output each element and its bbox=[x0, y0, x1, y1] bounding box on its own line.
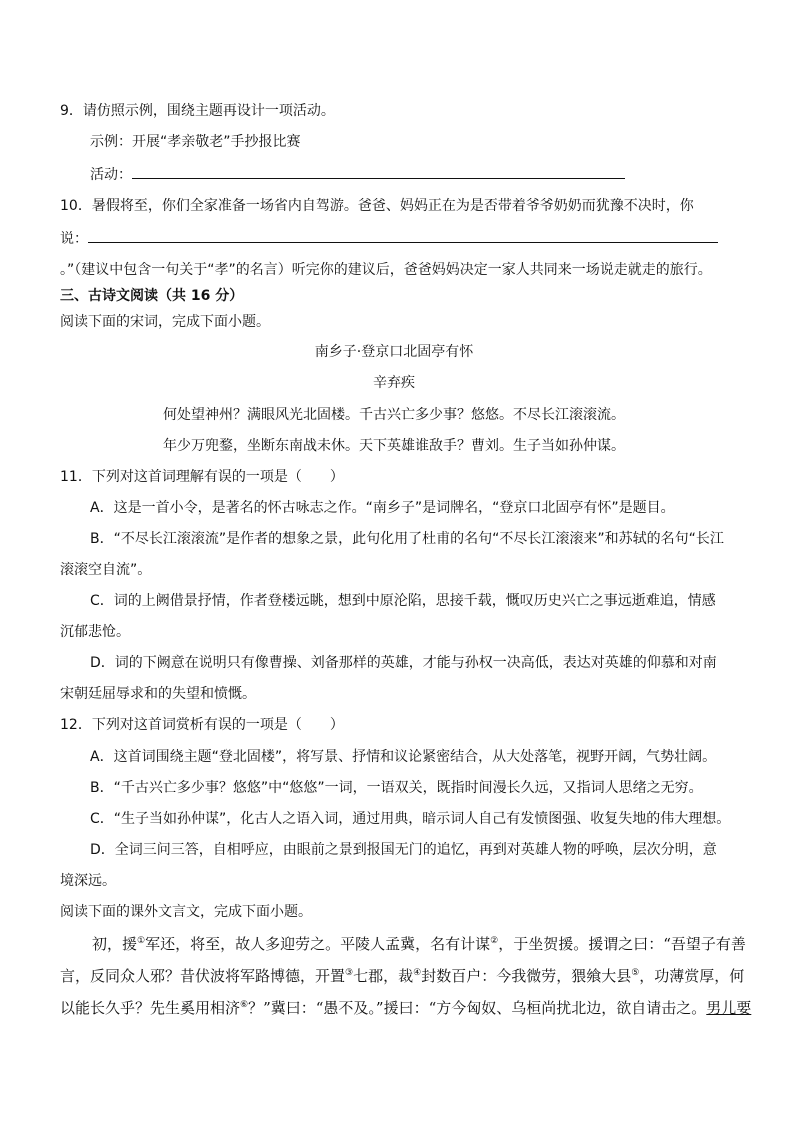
poem-title: 南乡子·登京口北固亭有怀 bbox=[314, 344, 474, 360]
q12-option-a: A．这首词围绕主题“登北固楼”，将写景、抒情和议论紧密结合，从大处落笔，视野开阔，气势壮阔。 bbox=[90, 749, 717, 765]
q10-answer-blank[interactable] bbox=[88, 227, 718, 243]
footnote-marker[interactable]: ② bbox=[490, 936, 499, 946]
passage-text: ，功薄赏厚，何 bbox=[639, 967, 745, 985]
passage-text: 军还，将至，故人多迎劳之。平陵人孟冀，名有计谋 bbox=[145, 935, 491, 953]
passage-text: 以能长久乎？先生奚用相济 bbox=[60, 999, 241, 1017]
footnote-marker[interactable]: ③ bbox=[345, 968, 354, 978]
poem-line-1: 何处望神州？满眼风光北固楼。千古兴亡多少事？悠悠。不尽长江滚滚流。 bbox=[163, 407, 625, 423]
q12-stem: 12．下列对这首词赏析有误的一项是（ ） bbox=[60, 717, 344, 733]
passage-text: 七郡，裁 bbox=[353, 967, 414, 985]
q11-option-b-2: 滚滚空自流”。 bbox=[60, 562, 152, 578]
q12-option-d-2: 境深远。 bbox=[60, 873, 116, 889]
passage-text: ？”冀曰：“愚不及。”援曰：“方今匈奴、乌桓尚扰北边，欲自请击之。 bbox=[248, 999, 707, 1017]
q9-title: 9．请仿照示例，围绕主题再设计一项活动。 bbox=[60, 103, 335, 119]
passage-line-2 bbox=[60, 965, 745, 987]
poem-author: 辛弃疾 bbox=[373, 375, 415, 391]
q9-answer-blank[interactable] bbox=[132, 163, 625, 179]
passage-text: 封数百户：今我微劳，猥飨大县 bbox=[421, 967, 632, 985]
passage-line-3 bbox=[60, 997, 752, 1019]
section3-intro: 阅读下面的宋词，完成下面小题。 bbox=[60, 314, 270, 330]
passage-text: 言，反同众人邪？昔伏波将军路博德，开置 bbox=[60, 967, 346, 985]
q10-say-row bbox=[60, 227, 728, 250]
passage-intro: 阅读下面的课外文言文，完成下面小题。 bbox=[60, 904, 312, 920]
q11-stem: 11．下列对这首词理解有误的一项是（ ） bbox=[60, 469, 344, 485]
section3-heading: 三、古诗文阅读（共 16 分） bbox=[60, 288, 244, 304]
q9-activity-label: 活动： bbox=[90, 167, 132, 183]
poem-line-2: 年少万兜鍪，坐断东南战未休。天下英雄谁敌手？曹刘。生子当如孙仲谋。 bbox=[163, 438, 625, 454]
q11-option-d-2: 宋朝廷屈辱求和的失望和愤慨。 bbox=[60, 686, 256, 702]
footnote-marker[interactable]: ⑤ bbox=[631, 968, 640, 978]
q11-option-a: A．这是一首小令，是著名的怀古咏志之作。“南乡子”是词牌名，“登京口北固亭有怀”是题目。 bbox=[90, 500, 675, 516]
q10-say-label: 说： bbox=[60, 231, 88, 247]
footnote-marker[interactable]: ① bbox=[137, 936, 146, 946]
footnote-marker[interactable]: ④ bbox=[413, 968, 422, 978]
q11-option-c-2: 沉郁悲怆。 bbox=[60, 624, 130, 640]
q9-example: 示例：开展“孝亲敬老”手抄报比赛 bbox=[90, 134, 301, 150]
q10-line1: 10．暑假将至，你们全家准备一场省内自驾游。爸爸、妈妈正在为是否带着爷爷奶奶而犹豫不决时，你 bbox=[60, 198, 694, 214]
q10-line3: 。”（建议中包含一句关于“孝”的名言）听完你的建议后，爸爸妈妈决定一家人共同来一场说走就走的旅行。 bbox=[60, 262, 712, 278]
underlined-phrase: 男儿要 bbox=[706, 999, 752, 1017]
q9-activity-row bbox=[90, 163, 728, 186]
q11-option-c-1: C．词的上阙借景抒情，作者登楼远眺，想到中原沦陷，思接千载，慨叹历史兴亡之事远逝难追，情感 bbox=[90, 593, 716, 609]
passage-line-1 bbox=[92, 933, 746, 955]
q12-option-d-1: D．全词三问三答，自相呼应，由眼前之景到报国无门的追忆，再到对英雄人物的呼唤，层次分明，意 bbox=[90, 842, 717, 858]
q12-option-b: B．“千古兴亡多少事？悠悠”中“悠悠”一词，一语双关，既指时间漫长久远，又指词人思绪之无穷。 bbox=[90, 780, 703, 796]
q11-option-d-1: D．词的下阙意在说明只有像曹操、刘备那样的英雄，才能与孙权一决高低，表达对英雄的仰慕和对南 bbox=[90, 655, 717, 671]
footnote-marker[interactable]: ⑥ bbox=[240, 1000, 249, 1010]
q12-option-c: C．“生子当如孙仲谋”，化古人之语入词，通过用典，暗示词人自己有发愤图强、收复失地的伟大理想。 bbox=[90, 811, 731, 827]
passage-text: ，于坐贺援。援谓之曰：“吾望子有善 bbox=[498, 935, 746, 953]
q11-option-b-1: B．“不尽长江滚滚流”是作者的想象之景，此句化用了杜甫的名句“不尽长江滚滚来”和苏轼的名句“长江 bbox=[90, 531, 724, 547]
passage-text: 初，援 bbox=[92, 935, 138, 953]
